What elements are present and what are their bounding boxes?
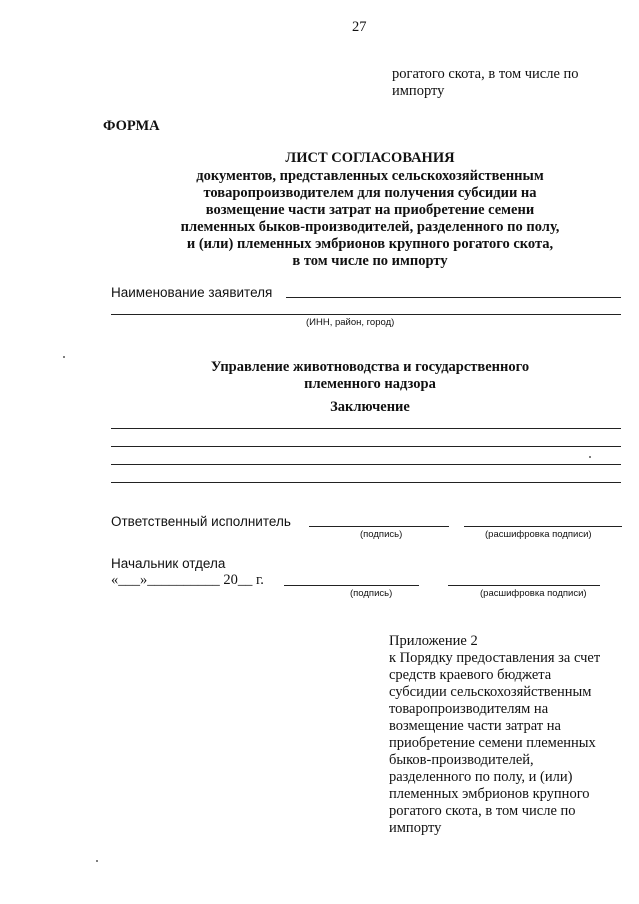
applicant-details-line[interactable] (111, 314, 621, 315)
head-decoding-line[interactable] (448, 585, 600, 586)
appendix-line-5: товаропроизводителям на (389, 701, 549, 717)
head-decoding-hint: (расшифровка подписи) (480, 588, 587, 599)
appendix-line-11: рогатого скота, в том числе по (389, 803, 576, 819)
department-line-1: Управление животноводства и государственного (210, 359, 530, 375)
conclusion-label: Заключение (330, 399, 410, 415)
head-signature-hint: (подпись) (350, 588, 393, 599)
appendix-line-6: возмещение части затрат на (389, 718, 561, 734)
applicant-name-line[interactable] (286, 297, 621, 298)
scan-speck (96, 860, 98, 862)
form-label: ФОРМА (103, 118, 160, 134)
subtitle-line-2: товаропроизводителем для получения субсидии на (203, 185, 537, 201)
subtitle-line-4: племенных быков-производителей, разделенного по полу, (180, 219, 560, 235)
applicant-label: Наименование заявителя (111, 285, 273, 300)
head-signature-line[interactable] (284, 585, 419, 586)
appendix-line-12: импорту (389, 820, 442, 836)
header-line-1: рогатого скота, в том числе по (392, 66, 579, 82)
department-line-2: племенного надзора (304, 376, 436, 392)
responsible-label: Ответственный исполнитель (111, 514, 291, 529)
appendix-line-2: к Порядку предоставления за счет (389, 650, 601, 666)
subtitle-line-6: в том числе по импорту (292, 253, 448, 269)
document-title: ЛИСТ СОГЛАСОВАНИЯ (285, 150, 455, 166)
appendix-line-3: средств краевого бюджета (389, 667, 552, 683)
subtitle-line-1: документов, представленных сельскохозяйственным (196, 168, 544, 184)
conclusion-line-4[interactable] (111, 482, 621, 483)
conclusion-line-3[interactable] (111, 464, 621, 465)
appendix-line-8: быков-производителей, (389, 752, 534, 768)
appendix-line-4: субсидии сельскохозяйственным (389, 684, 592, 700)
head-label: Начальник отдела (111, 556, 226, 571)
conclusion-line-1[interactable] (111, 428, 621, 429)
subtitle-line-5: и (или) племенных эмбрионов крупного рогатого скота, (186, 236, 554, 252)
appendix-line-7: приобретение семени племенных (389, 735, 596, 751)
responsible-signature-line[interactable] (309, 526, 449, 527)
responsible-decoding-line[interactable] (464, 526, 622, 527)
page-number: 27 (352, 19, 367, 35)
conclusion-line-2[interactable] (111, 446, 621, 447)
responsible-decoding-hint: (расшифровка подписи) (485, 529, 592, 540)
responsible-signature-hint: (подпись) (360, 529, 403, 540)
applicant-hint: (ИНН, район, город) (306, 317, 395, 328)
scan-speck (589, 456, 591, 458)
scan-speck (63, 356, 65, 358)
appendix-line-1: Приложение 2 (389, 633, 478, 649)
appendix-line-10: племенных эмбрионов крупного (389, 786, 590, 802)
header-line-2: импорту (392, 83, 445, 99)
subtitle-line-3: возмещение части затрат на приобретение семени (205, 202, 535, 218)
head-date-line[interactable]: «___»__________ 20__ г. (111, 572, 264, 588)
appendix-line-9: разделенного по полу, и (или) (389, 769, 573, 785)
